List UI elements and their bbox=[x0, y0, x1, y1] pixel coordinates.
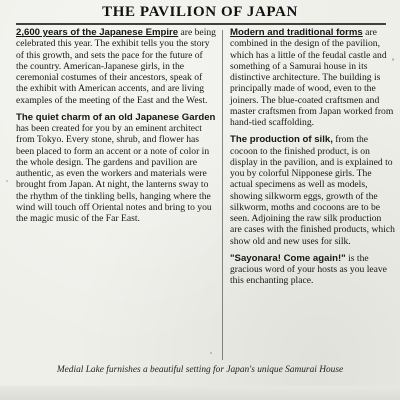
paragraph-lead: 2,600 years of the Japanese Empire bbox=[16, 27, 179, 38]
paragraph-text: from the cocoon to the finished product, is on display in the pavilion, and is explained to you by colorful Nipponese girls. The actual specimens as well as models, showing silkworm eggs, growth of the silkworm, moths and cocoons are to be seen. Adjoining the raw silk production are cases with the finished products, which show old and new uses for silk. bbox=[230, 134, 395, 247]
paragraph-lead: Modern and traditional forms bbox=[230, 27, 363, 38]
scan-speck bbox=[6, 180, 8, 182]
photo-caption: Medial Lake furnishes a beautiful setting for Japan's unique Samurai House bbox=[56, 365, 344, 375]
paragraph-text: are combined in the design of the pavilion, which has a little of the feudal castle and something of a Samurai house in its distinctive architecture. The building is principally made of wood, even to the joiners. The blue-coated craftsmen and master craftsmen from Japan worked from hand-tied scaffolding. bbox=[230, 27, 394, 128]
page-bottom-edge bbox=[0, 386, 400, 400]
paragraph-lead: The production of silk, bbox=[230, 134, 333, 146]
scan-speck bbox=[210, 352, 212, 354]
paragraph-architecture bbox=[230, 27, 395, 128]
title-rule bbox=[16, 23, 386, 25]
left-column bbox=[16, 27, 216, 230]
column-divider bbox=[222, 30, 223, 360]
paragraph-garden bbox=[16, 112, 216, 225]
right-column bbox=[230, 27, 395, 293]
paragraph-farewell bbox=[230, 253, 395, 287]
paragraph-lead: "Sayonara! Come again!" bbox=[230, 252, 346, 264]
paragraph-text: is the gracious word of your hosts as you leave this enchanting place. bbox=[230, 252, 387, 287]
paragraph-lead: The quiet charm of an old Japanese Garden bbox=[16, 111, 216, 123]
paragraph-text: has been created for you by an eminent architect from Tokyo. Every stone, shrub, and flower has been placed to form an accent or a note of color in the whole design. The gardens and pavilion are authentic, as even the workers and materials were brought from Japan. At night, the lanterns sway to the rhythm of the tinkling bells, hanging where the wind will touch off Oriental notes and bring to you the magic music of the Far East. bbox=[16, 123, 212, 224]
paragraph-text: are being celebrated this year. The exhibit tells you the story of this growth, and sets the pace for the future of the country. American-Japanese girls, in the ceremonial costumes of their ancestors, speak of the exhibit with American accents, and are living examples of the meeting of the East and the West. bbox=[16, 27, 216, 106]
paragraph-silk bbox=[230, 134, 395, 247]
page-title: THE PAVILION OF JAPAN bbox=[102, 4, 298, 20]
paragraph-anniversary bbox=[16, 27, 216, 106]
